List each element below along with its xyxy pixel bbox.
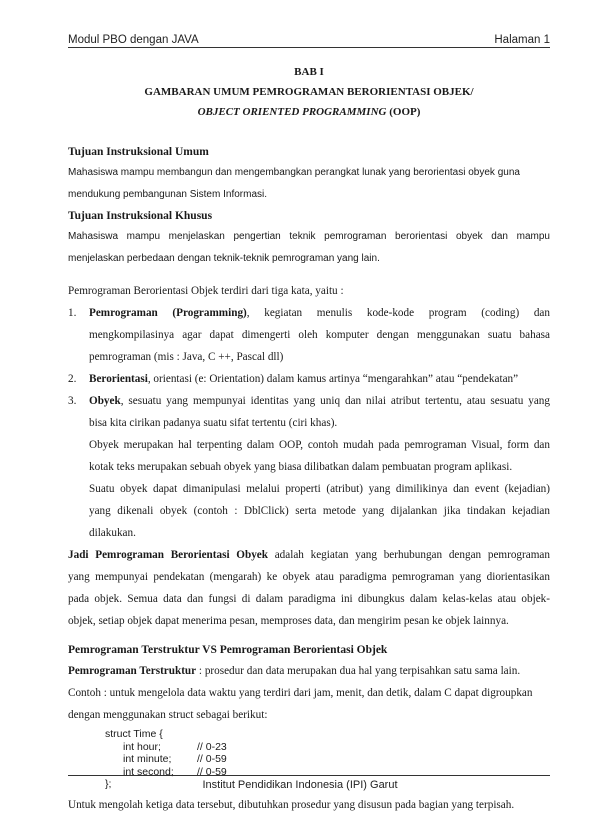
contoh-line1: Contoh : untuk mengelola data waktu yang terdiri dari jam, menit, dan detik, dalam C dapat digroupkan [68,687,533,699]
item-term: Pemrograman (Programming) [89,307,247,319]
header-divider [68,47,550,48]
definition-list [68,302,550,544]
module-title: Modul PBO dengan JAVA [68,34,199,46]
jadi-paragraph: Jadi Pemrograman Berorientasi Obyek adalah kegiatan yang berhubungan dengan pemrograman yang mempunyai pendekatan (mengarah) ke obyek atau paradigma pemrograman yang diorientasikan pada objek. Semua data dan fungsi di dalam paradigma ini dibungkus dalam kelas-kelas atau objek- objek, setiap objek dapat menerima pesan, memproses data, dan mengirim pesan ke objek lainnya. [68,549,550,627]
code-line: int hour; // 0-23 [123,740,227,753]
closing-paragraph: Untuk mengolah ketiga data tersebut, dibutuhkan prosedur yang disusun pada bagian yang terpisah. [68,798,515,811]
tujuan-umum-line1: Mahasiswa mampu membangun dan mengembangkan perangkat lunak yang berorientasi obyek guna [68,167,520,178]
item-number: 1. [68,307,77,319]
item-number: 3. [68,395,77,407]
terstruktur-term: Pemrograman Terstruktur [68,665,197,677]
item-number: 2. [68,373,77,385]
code-line: int second; // 0-59 [123,765,227,778]
tujuan-umum-line2: mendukung pembangunan Sistem Informasi. [68,189,268,200]
tujuan-khusus-line1: Mahasiswa mampu menjelaskan pengertian teknik pemrograman berorientasi obyek dan mampu [68,231,550,242]
code-line: int minute; // 0-59 [123,753,227,765]
section-heading: Pemrograman Terstruktur VS Pemrograman Berorientasi Objek [68,644,388,656]
code-close: }; [105,778,112,790]
item-term: Obyek [89,395,121,407]
chapter-title-suffix: (OOP) [386,106,421,118]
list-item: 2. Berorientasi, orientasi (e: Orientation) dalam kamus artinya “mengarahkan” atau “pendekatan” [68,368,550,390]
list-item: 1. Pemrograman (Programming), kegiatan menulis kode-kode program (coding) dan mengkompilasinya agar dapat dimengerti oleh komputer dengan menggunakan suatu bahasa pemrograman (mis : Java, C ++, Pascal dll) [68,302,550,368]
document-body [68,62,550,816]
terstruktur-definition: Pemrograman Terstruktur : prosedur dan data merupakan dua hal yang terpisahkan satu sama lain. [68,665,521,677]
tujuan-khusus-heading: Tujuan Instruksional Khusus [68,210,213,222]
page-footer: Institut Pendidikan Indonesia (IPI) Garut [202,779,398,791]
tujuan-khusus-line2: menjelaskan perbedaan dengan teknik-teknik pemrograman yang lain. [68,253,380,264]
chapter-title-italic: OBJECT ORIENTED PROGRAMMING [197,106,387,118]
jadi-term: Jadi Pemrograman Berorientasi Obyek [68,549,268,561]
chapter-title-line1: GAMBARAN UMUM PEMROGRAMAN BERORIENTASI OBJEK/ [144,86,474,98]
footer-divider [68,775,550,776]
page-header [68,29,550,49]
item-term: Berorientasi [89,373,148,385]
code-open: struct Time { [105,728,163,740]
chapter-number: BAB I [294,66,324,78]
chapter-title-line2 [68,102,550,122]
intro-paragraph: Pemrograman Berorientasi Objek terdiri dari tiga kata, yaitu : [68,285,344,297]
contoh-line2: dengan menggunakan struct sebagai berikut: [68,709,268,721]
list-item: 3. Obyek, sesuatu yang mempunyai identitas yang uniq dan nilai atribut tertentu, atau sesuatu yang bisa kita cirikan padanya suatu sifat tertentu (ciri khas). Obyek merupakan hal terpenting dalam OOP, contoh mudah pada pemrograman Visual, form dan kotak teks merupakan sebuah obyek yang biasa dilibatkan dalam pembuatan program aplikasi. Suatu obyek dapat dimanipulasi melalui properti (atribut) yang dimilikinya dan event (kejadian) yang dikenali obyek (contoh : DblClick) serta metode yang dijalankan jika tindakan kejadian dilakukan. [68,390,550,544]
page-number: Halaman 1 [494,34,550,46]
tujuan-umum-heading: Tujuan Instruksional Umum [68,146,209,158]
